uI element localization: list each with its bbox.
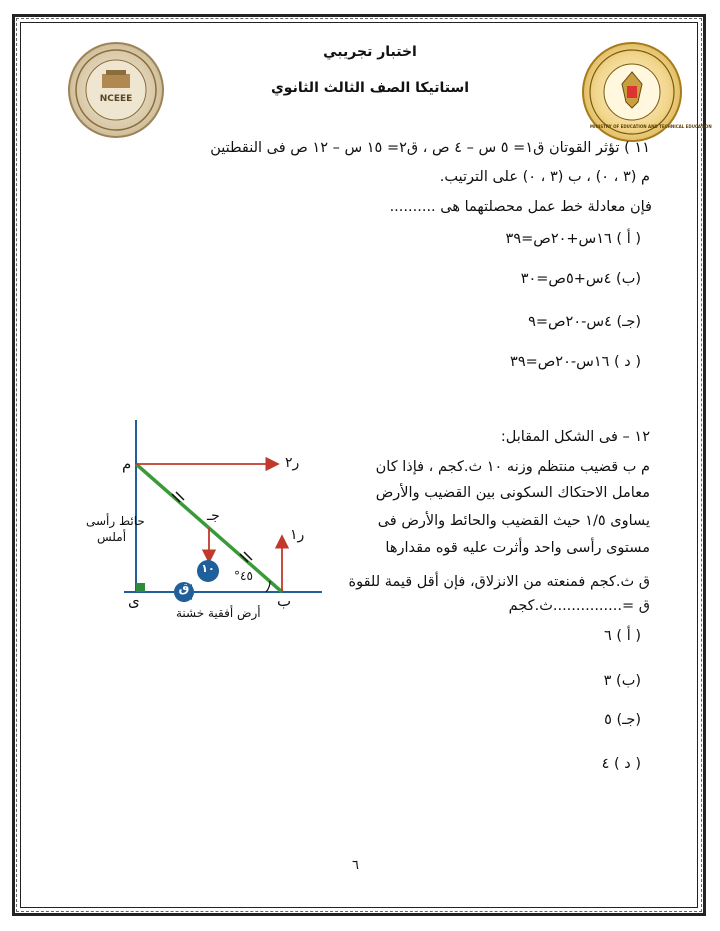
nceee-logo [68, 42, 164, 138]
label-force: ق [178, 581, 190, 595]
q11-option-b[interactable]: (ب) ٤س+٥ص=٣٠ [520, 271, 641, 287]
q12-line-3: معامل الاحتكاك السكونى بين القضيب والأرض [375, 485, 650, 501]
q11-line-2: م (٣ ، ٠) ، ب (٣ ، ٠) على الترتيب. [439, 169, 650, 185]
q12-line-2: م ب قضيب منتظم وزنه ١٠ ث.كجم ، فإذا كان [375, 459, 650, 475]
label-r1: ر١ [290, 527, 305, 543]
q11-option-d[interactable]: ( د ) ١٦س-٢٠ص=٣٩ [510, 354, 641, 370]
label-d: ى [128, 592, 140, 610]
exam-title: اختبار تجريبي [323, 44, 417, 60]
nceee-logo-text: NCEEE [99, 94, 133, 104]
label-weight: ١٠ [201, 562, 215, 575]
q12-line-7: ق =...............ث.كجم [508, 598, 650, 614]
label-m: م [122, 455, 132, 473]
q11-line-3: فإن معادلة خط عمل محصلتهما هى .......... [389, 199, 652, 215]
ministry-logo-text: MINISTRY OF EDUCATION AND TECHNICAL EDUCATION [590, 124, 712, 129]
q11-option-a[interactable]: ( أ ) ١٦س+٢٠ص=٣٩ [505, 231, 641, 247]
label-angle: °٤٥ [234, 569, 253, 583]
q12-line-5: مستوى رأسى واحد وأثرت عليه قوه مقدارها [385, 540, 650, 556]
ministry-logo [582, 42, 712, 142]
wall-label-1: حائط رأسى [86, 514, 145, 528]
label-j: جـ [207, 508, 220, 524]
q12-line-4: يساوى ١/٥ حيث القضيب والحائط والأرض فى [377, 513, 650, 529]
q12-option-b[interactable]: (ب) ٣ [603, 673, 641, 689]
label-r2: ر٢ [285, 455, 300, 471]
q11-line-1: ١١ ) تؤثر القوتان ق١= ٥ س – ٤ ص ، ق٢= ١٥ س – ١٢ ص فى النقطتين [210, 140, 650, 156]
q12-option-d[interactable]: ( د ) ٤ [601, 756, 641, 772]
q12-line-6: ق ث.كجم فمنعته من الانزلاق، فإن أقل قيمة للقوة [348, 574, 650, 590]
right-angle-mark [136, 583, 145, 592]
ground-label: أرض أفقية خشنة [176, 606, 261, 620]
q11-option-c[interactable]: (جـ) ٤س-٢٠ص=٩ [528, 314, 641, 330]
label-b: ب [277, 592, 292, 610]
q12-line-1: ١٢ – فى الشكل المقابل: [500, 429, 650, 445]
wall-label-2: أملس [97, 530, 127, 544]
exam-subtitle: استاتيكا الصف الثالث الثانوي [270, 80, 470, 96]
q12-option-c[interactable]: (جـ) ٥ [604, 712, 641, 728]
angle-arc [266, 581, 270, 592]
page-number: ٦ [352, 858, 359, 873]
q12-option-a[interactable]: ( أ ) ٦ [604, 628, 641, 644]
